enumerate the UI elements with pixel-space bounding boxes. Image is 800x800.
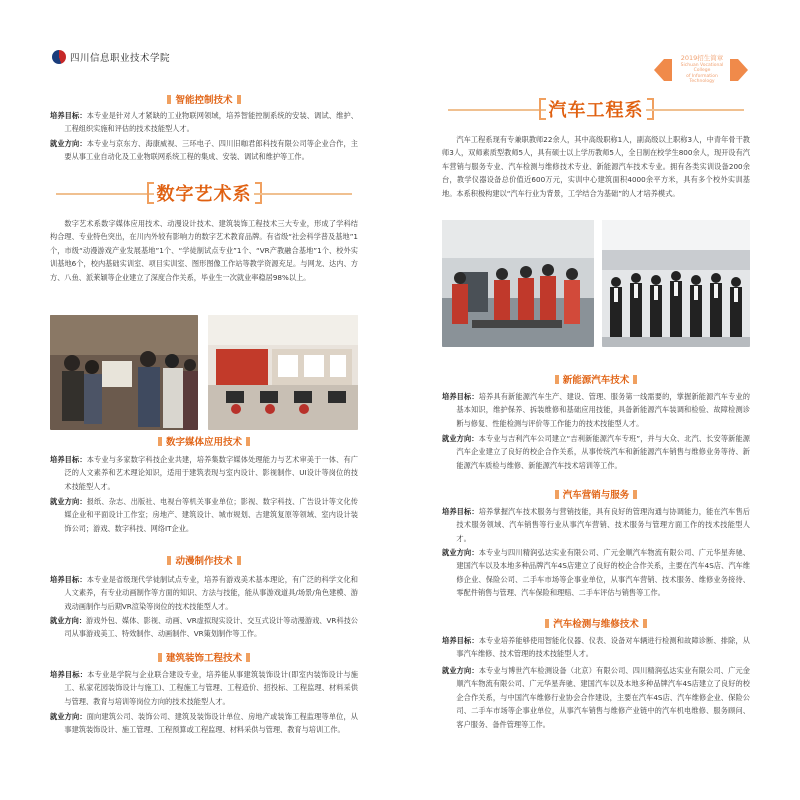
inspection-goal: 培养目标：本专业培养能够使用智能化仪器、仪表、设备对车辆进行检测和故障诊断、排除，从事汽车维修、技术管理的技术技能型人才。 <box>442 636 750 659</box>
architecture-job: 就业方向：面向建筑公司、装饰公司、建筑及装饰设计单位、房地产或装饰工程监理等单位，从事建筑装饰设计、施工管理、工程预算或工程监理、材料采供与管理、教育与培训工作。 <box>50 712 358 735</box>
section-title-new-energy: 新能源汽车技术 <box>442 372 750 386</box>
badge-en-1: Sichuan Vocational College <box>680 62 724 74</box>
badge-en-3: Technology <box>689 78 715 84</box>
college-emblem-icon <box>52 50 66 64</box>
digital-art-intro: 数字艺术系数字媒体应用技术、动漫设计技术、建筑装饰工程技术三大专业，形成了学科结构合理、专业特色突出，在川内外较有影响力的数字艺术教育品牌。有省级“社会科学普及基地”1个，市级“动漫游戏产业发展基地”1个、“学徒制试点专业”1个、“VR产教融合基地”1个、校外实训基地6个，校内基础实训室、项目实训室、图形图像工作站等教学资源充足。与网龙、达内、方方、八鱼、派莱颖等企业建立了深度合作关系，毕业生一次就业率稳居98%以上。 <box>50 219 358 282</box>
animation-goal: 培养目标：本专业是省级现代学徒制试点专业，培养有游戏美术基本理论，有广泛的科学文化和人文素养，有专业动画制作等方面的知识、方法与技能，能从事游戏道具/场景/角色建模、游戏动画制作与后期VR渲染等岗位的技术技能型人才。 <box>50 575 358 611</box>
animation-job: 就业方向：游戏外包、媒体、影视、动画、VR虚拟现实设计、交互式设计等动漫游戏、VR科技公司从事游戏美工、特效制作、动画制作、VR策划制作等工作。 <box>50 616 358 639</box>
marketing-job: 就业方向：本专业与四川精润弘达实业有限公司、广元金顺汽车物流有限公司、广元华星奔驰、建国汽车以及本地多种品牌汽车4S店建立了良好的校企合作关系，主要在汽车4S店、汽车维修企业、保险公司、二手车市场等企事业单位，从事汽车营销、技术服务、维修业务接待、零配件销售与管理、汽车保险和理赔、二手车评估与销售等工作。 <box>442 548 750 598</box>
auto-eng-intro: 汽车工程系现有专兼职教师22余人，其中高级职称1人，副高级以上职称3人，中青年骨干教师3人，双师素质型教师5人，具有硕士以上学历教师5人，全日制在校学生800余人，现开设有汽车营销与服务专业、汽车检测与维修技术专业、新能源汽车技术专业。拥有各类实训设备200余台，教学仪器设备总价值近600万元，实训中心建筑面积4000余平方米，具有多个校外实训基地。本系积极构建以“汽车行业为背景，工学结合为基础”的人才培养模式。 <box>442 135 750 198</box>
section-title-marketing: 汽车营销与服务 <box>442 487 750 501</box>
marketing-goal: 培养目标：培养掌握汽车技术服务与营销技能，具有良好的管理沟通与协调能力，能在汽车售后技术服务领域、汽车销售等行业从事汽车营销、技术服务与管理方面工作的技术技能型人才。 <box>442 507 750 543</box>
intelligent-control-job: 就业方向：本专业与京东方、海康威视、三环电子、四川旧咖君郎科技有限公司等企业合作，主要从事工业自动化及工业物联网系统工程的集成、安装、调试和维护等工作。 <box>50 139 358 162</box>
inspection-job: 就业方向：本专业与博世汽车检测设备（北京）有限公司、四川精润弘达实业有限公司、广元金顺汽车物流有限公司、广元华星奔驰、建国汽车以及本地多种品牌汽车4S店建立了良好的校企合作关系，与中国汽车维修行业协会合作建设，主要在汽车4S店、汽车维修企业、保险公司、二手车市场等企事业单位，从事汽车销售与维修产业链中的汽车机电维修、服务顾问、客户服务、备件管理等工作。 <box>442 666 750 729</box>
dept-title-digital-art: 数字艺术系 <box>50 180 358 206</box>
digital-media-job: 就业方向：报纸、杂志、出版社、电视台等机关事业单位；影视、数字科技、广告设计等文化传媒企业和平面设计工作室；房地产、建筑设计、城市规划、古建筑复原等领域、室内设计装饰公司；游戏、数字科技、网络IT企业。 <box>50 497 358 533</box>
college-logo <box>52 47 170 67</box>
section-title-intelligent-control: 智能控制技术 <box>50 92 358 106</box>
section-title-architecture: 建筑装饰工程技术 <box>50 650 358 664</box>
photo-vr-lab <box>208 315 358 430</box>
photo-auto-students <box>602 220 750 347</box>
intelligent-control-goal: 培养目标：本专业是针对人才紧缺的工业物联网领域，培养智能控制系统的安装、调试、维护、工程组织实施和评估的技术技能型人才。 <box>50 111 358 134</box>
new-energy-job: 就业方向：本专业与吉利汽车公司建立“吉利新能源汽车专班”，并与大众、北汽、长安等新能源汽车企业建立了良好的校企合作关系，从事传统汽车和新能源汽车销售与维修业务等待、新能源汽车质检与维修、新能源汽车技术培训等工作。 <box>442 434 750 470</box>
digital-media-goal: 培养目标：本专业与多家数字科技企业共建，培养集数字媒体处理能力与艺术审美于一体、有广泛的人文素养和艺术理论知识，适用于建筑表现与室内设计、影视制作、UI设计等岗位的技术技能型人才。 <box>50 455 358 491</box>
year-badge <box>654 53 748 87</box>
architecture-goal: 培养目标：本专业是学院与企业联合建设专业，培养能从事建筑装饰设计(即室内装饰设计与施工、私家花园装饰设计与施工)、工程施工与管理、工程造价、招投标、工程监理、材料采供与管理、教育与培训等岗位方向的技术技能型人才。 <box>50 670 358 706</box>
new-energy-goal: 培养目标：培养具有新能源汽车生产、建设、管理、服务第一线需要的，掌握新能源汽车专业的基本知识，维护保养、拆装维修和基础应用技能，具备新能源汽车装调和检验、故障检测诊断与修复、性能检测与评价等工作能力的技术技能型人才。 <box>442 392 750 428</box>
section-title-digital-media: 数字媒体应用技术 <box>50 434 358 448</box>
photo-auto-training <box>442 220 594 347</box>
section-title-animation: 动漫制作技术 <box>50 553 358 567</box>
badge-year: 2019招生简章 <box>680 54 724 62</box>
college-name: 四川信息职业技术学院 <box>70 53 171 64</box>
badge-en-2: of Information <box>686 73 718 79</box>
section-title-inspection: 汽车检测与维修技术 <box>442 616 750 630</box>
photo-students-exhibition <box>50 315 198 430</box>
dept-title-auto-eng: 汽车工程系 <box>442 96 750 122</box>
